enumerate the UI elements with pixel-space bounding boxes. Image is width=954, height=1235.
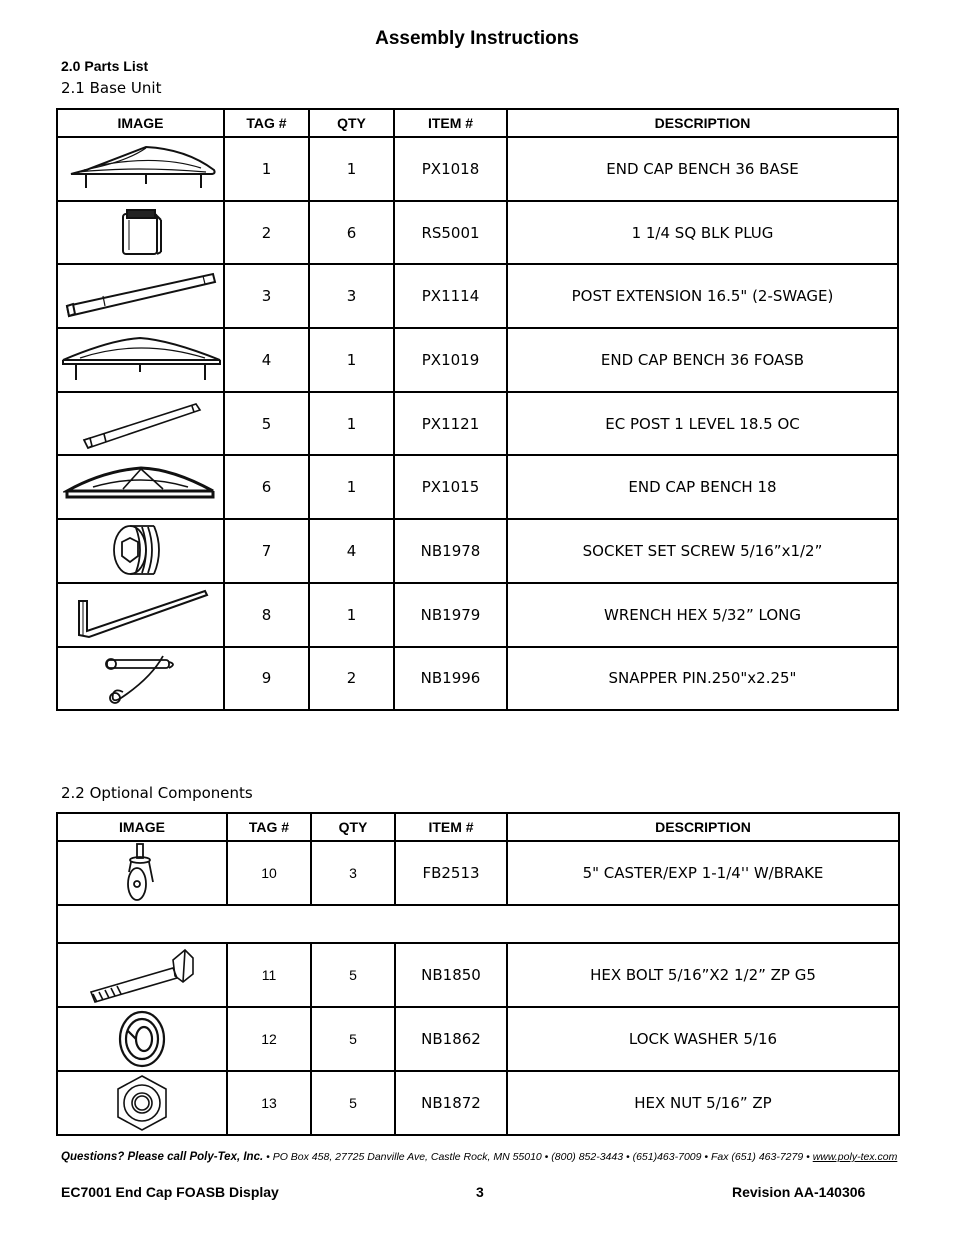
table-row xyxy=(57,264,898,328)
part-image-cell xyxy=(57,583,224,647)
hex-bolt-icon xyxy=(87,946,197,1004)
col-description: DESCRIPTION xyxy=(507,813,899,841)
qty-cell: 6 xyxy=(309,201,394,265)
col-image: IMAGE xyxy=(57,813,227,841)
part-image-cell xyxy=(57,455,224,519)
item-cell: NB1872 xyxy=(395,1071,507,1135)
tag-cell: 5 xyxy=(224,392,309,456)
qty-cell: 5 xyxy=(311,1007,395,1071)
description-cell: SNAPPER PIN.250"x2.25" xyxy=(507,647,898,711)
qty-cell: 3 xyxy=(309,264,394,328)
base-unit-heading: 2.1 Base Unit xyxy=(61,79,162,97)
revision: Revision AA-140306 xyxy=(732,1184,866,1200)
item-cell: RS5001 xyxy=(394,201,507,265)
part-image-cell xyxy=(57,943,227,1007)
item-cell: NB1979 xyxy=(394,583,507,647)
part-image-cell xyxy=(57,392,224,456)
part-image-cell xyxy=(57,1071,227,1135)
description-cell: SOCKET SET SCREW 5/16”x1/2” xyxy=(507,519,898,583)
bench-18-icon xyxy=(63,465,218,509)
col-qty: QTY xyxy=(311,813,395,841)
post-extension-icon xyxy=(63,268,218,324)
col-item: ITEM # xyxy=(394,109,507,137)
page-title: Assembly Instructions xyxy=(375,28,579,49)
hex-wrench-icon xyxy=(71,587,211,643)
qty-cell: 5 xyxy=(311,1071,395,1135)
table-row xyxy=(57,392,898,456)
col-qty: QTY xyxy=(309,109,394,137)
description-cell: EC POST 1 LEVEL 18.5 OC xyxy=(507,392,898,456)
tag-cell: 9 xyxy=(224,647,309,711)
ec-post-icon xyxy=(76,396,206,452)
table-row xyxy=(57,455,898,519)
qty-cell: 1 xyxy=(309,328,394,392)
part-image-cell xyxy=(57,841,227,905)
optional-table xyxy=(56,812,900,1136)
bench-foasb-icon xyxy=(60,334,222,386)
part-image-cell xyxy=(57,519,224,583)
description-cell: 1 1/4 SQ BLK PLUG xyxy=(507,201,898,265)
table-row xyxy=(57,519,898,583)
item-cell: PX1018 xyxy=(394,137,507,201)
doc-name: EC7001 End Cap FOASB Display xyxy=(61,1184,279,1200)
description-cell: 5" CASTER/EXP 1-1/4'' W/BRAKE xyxy=(507,841,899,905)
qty-cell: 5 xyxy=(311,943,395,1007)
description-cell: END CAP BENCH 36 FOASB xyxy=(507,328,898,392)
description-cell: LOCK WASHER 5/16 xyxy=(507,1007,899,1071)
col-description: DESCRIPTION xyxy=(507,109,898,137)
part-image-cell xyxy=(57,137,224,201)
table-row xyxy=(57,137,898,201)
part-image-cell xyxy=(57,201,224,265)
snapper-pin-icon xyxy=(101,648,181,708)
qty-cell: 1 xyxy=(309,455,394,519)
table-header-row xyxy=(57,813,899,841)
website-link[interactable]: www.poly-tex.com xyxy=(812,1151,898,1163)
description-cell: WRENCH HEX 5/32” LONG xyxy=(507,583,898,647)
table-row-blank xyxy=(57,905,899,943)
item-cell: NB1862 xyxy=(395,1007,507,1071)
item-cell: PX1019 xyxy=(394,328,507,392)
part-image-cell xyxy=(57,647,224,711)
tag-cell: 8 xyxy=(224,583,309,647)
part-image-cell xyxy=(57,1007,227,1071)
qty-cell: 1 xyxy=(309,137,394,201)
contact-question: Questions? Please call Poly-Tex, Inc. xyxy=(61,1151,264,1163)
item-cell: NB1996 xyxy=(394,647,507,711)
qty-cell: 1 xyxy=(309,583,394,647)
qty-cell: 4 xyxy=(309,519,394,583)
col-item: ITEM # xyxy=(395,813,507,841)
tag-cell: 11 xyxy=(227,943,311,1007)
blank-cell xyxy=(57,905,899,943)
tag-cell: 4 xyxy=(224,328,309,392)
qty-cell: 3 xyxy=(311,841,395,905)
tag-cell: 6 xyxy=(224,455,309,519)
hex-nut-icon xyxy=(112,1073,172,1133)
bench-base-icon xyxy=(66,144,216,194)
description-cell: END CAP BENCH 36 BASE xyxy=(507,137,898,201)
table-row xyxy=(57,647,898,711)
description-cell: HEX NUT 5/16” ZP xyxy=(507,1071,899,1135)
table-header-row xyxy=(57,109,898,137)
contact-line xyxy=(61,1151,897,1163)
tag-cell: 1 xyxy=(224,137,309,201)
description-cell: POST EXTENSION 16.5" (2-SWAGE) xyxy=(507,264,898,328)
lock-washer-icon xyxy=(114,1009,170,1069)
caster-icon xyxy=(117,842,167,904)
part-image-cell xyxy=(57,264,224,328)
tag-cell: 2 xyxy=(224,201,309,265)
section-heading: 2.0 Parts List xyxy=(61,58,149,74)
contact-details: • PO Box 458, 27725 Danville Ave, Castle Rock, MN 55010 • (800) 852-3443 • (651)463-7009 • Fax (651) 463-7279 • xyxy=(263,1151,813,1163)
qty-cell: 2 xyxy=(309,647,394,711)
base-unit-table xyxy=(56,108,899,711)
table-row xyxy=(57,841,899,905)
tag-cell: 10 xyxy=(227,841,311,905)
item-cell: PX1121 xyxy=(394,392,507,456)
set-screw-icon xyxy=(108,522,174,580)
item-cell: PX1015 xyxy=(394,455,507,519)
table-row xyxy=(57,1071,899,1135)
qty-cell: 1 xyxy=(309,392,394,456)
tag-cell: 3 xyxy=(224,264,309,328)
table-row xyxy=(57,943,899,1007)
tag-cell: 12 xyxy=(227,1007,311,1071)
description-cell: HEX BOLT 5/16”X2 1/2” ZP G5 xyxy=(507,943,899,1007)
table-row xyxy=(57,201,898,265)
part-image-cell xyxy=(57,328,224,392)
item-cell: NB1978 xyxy=(394,519,507,583)
optional-heading: 2.2 Optional Components xyxy=(61,784,253,802)
col-tag: TAG # xyxy=(227,813,311,841)
square-plug-icon xyxy=(111,206,171,260)
col-image: IMAGE xyxy=(57,109,224,137)
tag-cell: 7 xyxy=(224,519,309,583)
table-row xyxy=(57,328,898,392)
tag-cell: 13 xyxy=(227,1071,311,1135)
description-cell: END CAP BENCH 18 xyxy=(507,455,898,519)
table-row xyxy=(57,583,898,647)
item-cell: FB2513 xyxy=(395,841,507,905)
col-tag: TAG # xyxy=(224,109,309,137)
item-cell: NB1850 xyxy=(395,943,507,1007)
item-cell: PX1114 xyxy=(394,264,507,328)
table-row xyxy=(57,1007,899,1071)
page-number: 3 xyxy=(476,1184,484,1200)
